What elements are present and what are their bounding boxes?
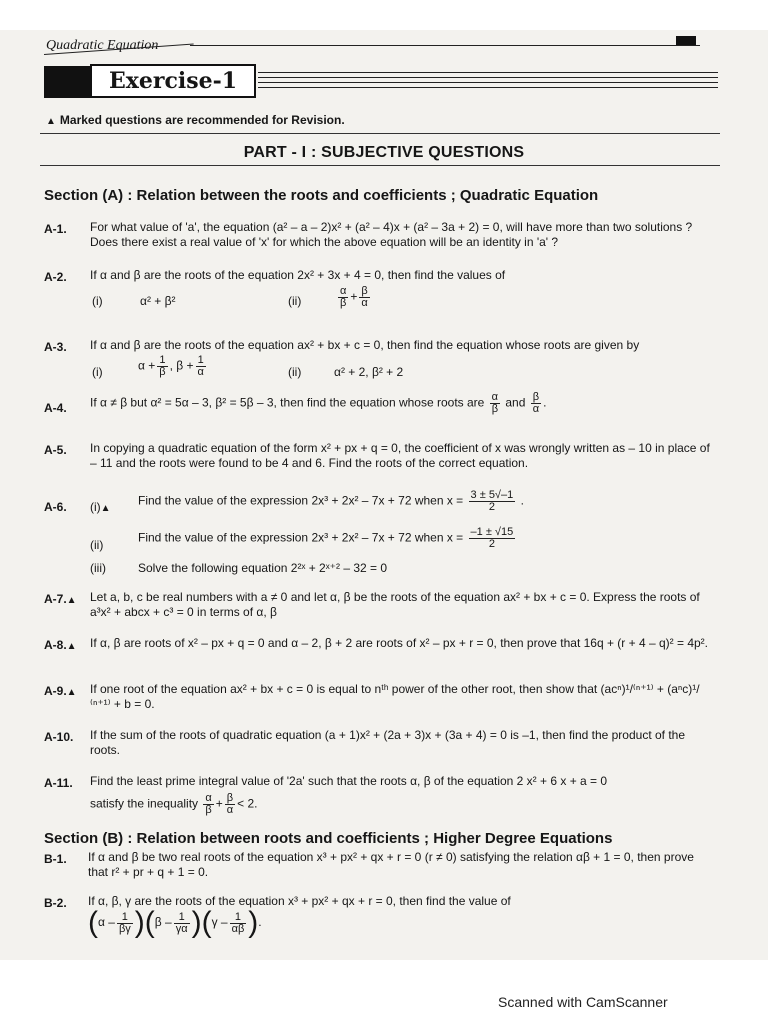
sub-label: (i) xyxy=(92,365,103,379)
chapter-title: Quadratic Equation xyxy=(46,38,159,53)
product-expression: (α – $\frac{1}{\beta\gamma}$ )(β – $\frac{1}{\gamma\alpha}$ )(γ – $\frac{1}{\alpha\beta}$ ). xyxy=(88,906,262,939)
sub-expression: Find the value of the expression 2x³ + 2x² – 7x + 72 when x = $\frac{3 \pm 5√-1}{2}$ . xyxy=(138,489,524,513)
question-number: B-2. xyxy=(44,896,67,910)
question-number: A-2. xyxy=(44,270,67,284)
sub-expression: α² + β² xyxy=(140,294,176,308)
sub-expression: Solve the following equation 2²ˣ + 2ˣ⁺² – 32 = 0 xyxy=(138,561,388,575)
question-text: If α and β are the roots of the equation ax² + bx + c = 0, then find the equation whose roots are given by xyxy=(90,338,640,352)
question-number: A-7.▲ xyxy=(44,592,77,606)
divider xyxy=(40,133,720,134)
divider xyxy=(40,165,720,166)
part-heading: PART - I : SUBJECTIVE QUESTIONS xyxy=(243,144,525,161)
sub-label: (ii) xyxy=(288,294,302,308)
exercise-title: Exercise-1 xyxy=(90,64,256,98)
sub-label: (ii) xyxy=(90,538,104,552)
sub-expression: $\frac{\alpha}{\beta}$ + $\frac{\beta}{\alpha}$ xyxy=(340,285,368,309)
question-text: Let a, b, c be real numbers with a ≠ 0 and let α, β be the roots of the equation ax² + bx + c = 0. Express the roots of a³x² + abcx + c³ = 0 in terms of α, β xyxy=(90,590,700,619)
question-number: A-6. xyxy=(44,500,67,514)
question-text: Find the least prime integral value of '2a' such that the roots α, β of the equation 2 x² + 6 x + a = 0 xyxy=(90,774,608,788)
question-number: A-11. xyxy=(44,776,73,790)
exercise-lines xyxy=(258,72,718,92)
question-number: A-3. xyxy=(44,340,67,354)
sub-label: (ii) xyxy=(288,365,302,379)
question-text: If α ≠ β but α² = 5α – 3, β² = 5β – 3, then find the equation whose roots are $\frac{\alpha}{\beta}$ and $\frac{\beta}{\alpha}$ . xyxy=(90,391,547,415)
question-number: A-1. xyxy=(44,222,67,236)
sub-label: (i) xyxy=(92,294,103,308)
question-number: B-1. xyxy=(44,852,67,866)
question-number: A-10. xyxy=(44,730,74,744)
sub-label: (iii) xyxy=(90,561,106,575)
sub-expression: Find the value of the expression 2x³ + 2x² – 7x + 72 when x = $\frac{-1 \pm √15}{2}$ xyxy=(138,526,514,550)
sub-label: (i)▲ xyxy=(90,500,111,514)
revision-note: ▲ Marked questions are recommended for Revision. xyxy=(46,113,345,127)
exercise-marker xyxy=(44,66,90,98)
revision-mark-icon: ▲ xyxy=(46,116,56,127)
question-text: If α, β are roots of x² – px + q = 0 and α – 2, β + 2 are roots of x² – px + r = 0, then prove that 16q + (r + 4 – q)² = 4p². xyxy=(90,636,709,650)
section-b-title: Section (B) : Relation between roots and coefficients ; Higher Degree Equations xyxy=(44,830,613,847)
header-block xyxy=(676,36,696,45)
question-number: A-5. xyxy=(44,443,67,457)
question-text: If one root of the equation ax² + bx + c = 0 is equal to nᵗʰ power of the other root, then show that (acⁿ)¹/⁽ⁿ⁺¹⁾ + (aⁿc)¹/⁽ⁿ⁺¹⁾ + b = 0. xyxy=(90,682,700,711)
sub-expression: satisfy the inequality $\frac{\alpha}{\beta}$ + $\frac{\beta}{\alpha}$ < 2. xyxy=(90,792,258,816)
question-number: A-4. xyxy=(44,401,67,415)
scanner-watermark: Scanned with CamScanner xyxy=(498,994,668,1010)
question-text: If α, β, γ are the roots of the equation x³ + px² + qx + r = 0, then find the value of xyxy=(88,894,511,908)
question-text: In copying a quadratic equation of the form x² + px + q = 0, the coefficient of x was wrongly written as – 10 in place of – 11 and the roots were found to be 4 and 6. Find the roots of the correct equation. xyxy=(90,441,710,470)
question-text: If α and β be two real roots of the equation x³ + px² + qx + r = 0 (r ≠ 0) satisfying the relation αβ + 1 = 0, then prove that r² + pr + q + 1 = 0. xyxy=(88,850,694,879)
header-rule xyxy=(190,45,700,46)
question-text: If the sum of the roots of quadratic equation (a + 1)x² + (2a + 3)x + (3a + 4) = 0 is –1, then find the product of the roots. xyxy=(90,728,686,757)
section-a-title: Section (A) : Relation between the roots and coefficients ; Quadratic Equation xyxy=(44,187,599,204)
question-number: A-9.▲ xyxy=(44,684,77,698)
sub-expression: α² + 2, β² + 2 xyxy=(334,365,404,379)
question-number: A-8.▲ xyxy=(44,638,77,652)
question-text: For what value of 'a', the equation (a² – a – 2)x² + (a² – 4)x + (a² – 3a + 2) = 0, will have more than two solutions ? Does there exist a real value of 'x' for which the above equation will be an identity in 'a' ? xyxy=(90,220,693,249)
sub-expression: α + $\frac{1}{\beta}$ , β + $\frac{1}{\alpha}$ xyxy=(138,354,204,378)
question-text: If α and β are the roots of the equation 2x² + 3x + 4 = 0, then find the values of xyxy=(90,268,506,282)
